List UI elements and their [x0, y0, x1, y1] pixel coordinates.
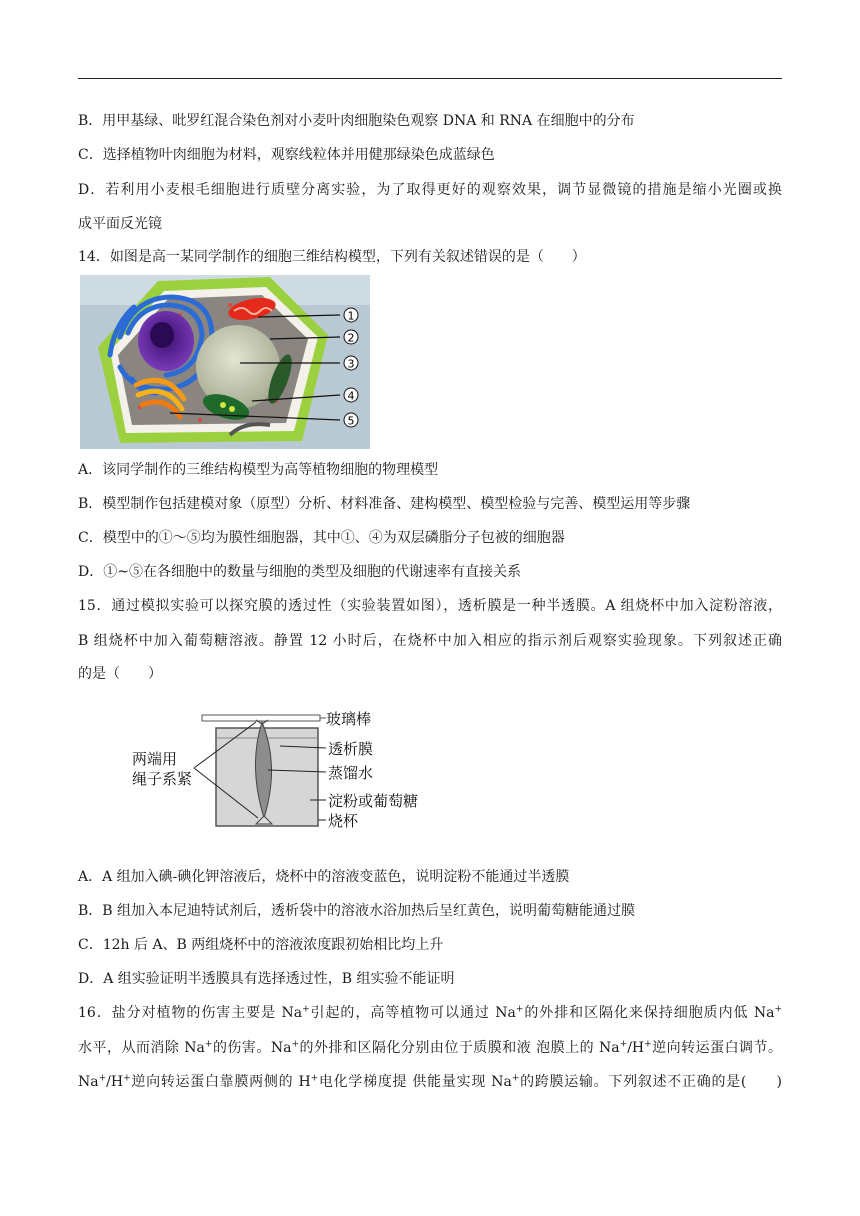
- svg-text:3: 3: [347, 357, 355, 371]
- label-1: [344, 308, 358, 323]
- svg-text:5: 5: [347, 414, 355, 428]
- superscript-plus: +: [774, 1004, 782, 1015]
- superscript-plus: +: [123, 1073, 131, 1084]
- superscript-plus: +: [98, 1073, 107, 1084]
- q16-text: 的跨膜运输。下列叙述不正确的是( ): [519, 1074, 782, 1090]
- q13-option-d-line2: 成平面反光镜: [78, 216, 162, 232]
- q14-stem: 14．如图是高一某同学制作的细胞三维结构模型，下列有关叙述错误的是（ ）: [78, 249, 586, 265]
- label-2: [344, 330, 358, 345]
- q13-option-d-line1: D．若利用小麦根毛细胞进行质壁分离实验，为了取得更好的观察效果，调节显微镜的措施是缩小光圈或换: [78, 182, 782, 198]
- q14-option-a: A．该同学制作的三维结构模型为高等植物细胞的物理模型: [78, 462, 439, 478]
- label-tie-line1: 两端用: [132, 750, 178, 768]
- svg-text:4: 4: [347, 389, 355, 403]
- label-4: [344, 388, 358, 403]
- q16-text: 引起的，高等植物可以通过 Na: [309, 1005, 516, 1021]
- q16-text: 的外排和区隔化来保持细胞质内低 Na: [523, 1005, 775, 1021]
- q15-option-b: B．B 组加入本尼迪特试剂后，透析袋中的溶液水浴加热后呈红黄色，说明葡萄糖能通过膜: [78, 903, 636, 919]
- label-dialysis-membrane: 透析膜: [328, 740, 374, 758]
- superscript-plus: +: [515, 1004, 524, 1015]
- q15-stem-line1: 15．通过模拟实验可以探究膜的透过性（实验装置如图），透析膜是一种半透膜。A 组烧杯中加入淀粉溶液，: [78, 598, 782, 614]
- svg-text:1: 1: [347, 309, 355, 323]
- svg-text:2: 2: [347, 331, 355, 345]
- cell-model-figure: [80, 275, 370, 449]
- header-rule: [78, 78, 782, 79]
- superscript-plus: +: [302, 1004, 310, 1015]
- q13-option-c: C．选择植物叶肉细胞为材料，观察线粒体并用健那绿染色成蓝绿色: [78, 147, 495, 163]
- label-glass-rod: 玻璃棒: [326, 710, 372, 728]
- label-tie-line2: 绳子系紧: [132, 770, 193, 788]
- q14-option-c: C．模型中的①～⑤均为膜性细胞器，其中①、④为双层磷脂分子包被的细胞器: [78, 530, 565, 546]
- glass-rod: [202, 715, 320, 721]
- q16-stem-line2: [78, 1038, 782, 1058]
- label-distilled-water: 蒸馏水: [328, 764, 374, 782]
- superscript-plus: +: [644, 1039, 652, 1050]
- q16-text: 电化学梯度提 供能量实现 Na: [318, 1074, 512, 1090]
- label-starch-or-glucose: 淀粉或葡萄糖: [328, 792, 419, 810]
- q16-text: /H: [627, 1040, 645, 1056]
- dialysis-apparatus-figure: [128, 708, 428, 832]
- q16-text: 水平，从而消除 Na: [78, 1040, 205, 1056]
- superscript-plus: +: [291, 1039, 300, 1050]
- q15-option-a: A．A 组加入碘-碘化钾溶液后，烧杯中的溶液变蓝色，说明淀粉不能通过半透膜: [78, 869, 570, 885]
- nucleolus: [150, 322, 174, 348]
- q16-text: 的伤害。Na: [212, 1040, 292, 1056]
- superscript-plus: +: [619, 1039, 628, 1050]
- label-5: [344, 413, 358, 428]
- q15-option-c: C．12h 后 A、B 两组烧杯中的溶液浓度跟初始相比均上升: [78, 937, 444, 953]
- q16-text: 16．盐分对植物的伤害主要是 Na: [78, 1005, 303, 1021]
- superscript-plus: +: [511, 1073, 520, 1084]
- q16-stem-line3: [78, 1072, 782, 1092]
- q16-text: Na: [78, 1074, 99, 1090]
- q16-text: 逆向转运蛋白靠膜两侧的 H: [130, 1074, 311, 1090]
- q13-option-b: B．用甲基绿、吡罗红混合染色剂对小麦叶肉细胞染色观察 DNA 和 RNA 在细胞中的分布: [78, 113, 635, 129]
- label-beaker: 烧杯: [328, 812, 359, 830]
- q16-text: 的外排和区隔化分别由位于质膜和液 泡膜上的 Na: [299, 1040, 620, 1056]
- q15-stem-line2: B 组烧杯中加入葡萄糖溶液。静置 12 小时后，在烧杯中加入相应的指示剂后观察实验现象。下列叙述正确: [78, 633, 782, 649]
- q15-option-d: D．A 组实验证明半透膜具有选择透过性，B 组实验不能证明: [78, 971, 455, 987]
- superscript-plus: +: [204, 1039, 213, 1050]
- label-3: [344, 356, 358, 371]
- q15-stem-line3: 的是（ ）: [78, 666, 162, 682]
- q16-stem-line1: [78, 1003, 782, 1023]
- q14-option-d: D．①~⑤在各细胞中的数量与细胞的类型及细胞的代谢速率有直接关系: [78, 564, 521, 580]
- q16-text: /H: [106, 1074, 124, 1090]
- q14-option-b: B．模型制作包括建模对象（原型）分析、材料准备、建构模型、模型检验与完善、模型运用等步骤: [78, 496, 691, 512]
- superscript-plus: +: [310, 1073, 319, 1084]
- q16-text: 逆向转运蛋白调节。: [651, 1040, 783, 1056]
